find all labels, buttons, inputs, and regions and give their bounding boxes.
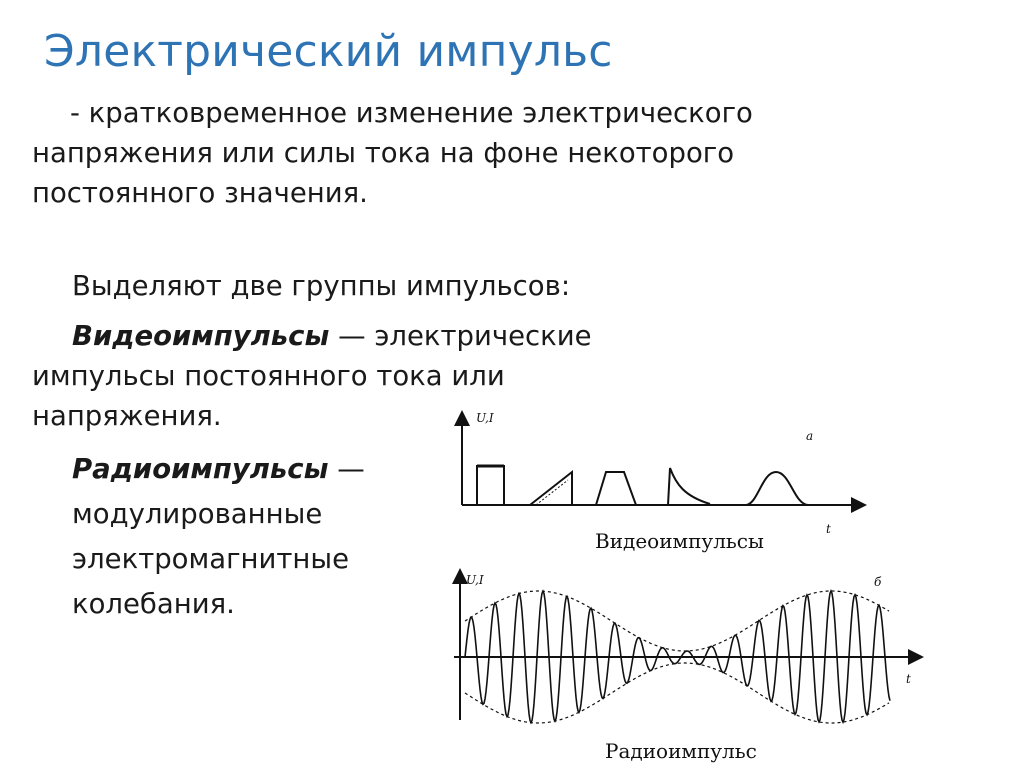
- groups-intro: Выделяют две группы импульсов:: [72, 270, 571, 302]
- video-pulses-figure: [440, 400, 880, 560]
- video-term: Видеоимпульсы: [72, 320, 330, 352]
- x-axis-label: t: [826, 522, 831, 536]
- radio-figure-caption: Радиоимпульс: [605, 739, 757, 763]
- video-line-2: импульсы постоянного тока или: [32, 360, 505, 392]
- panel-label: б: [874, 575, 882, 589]
- video-line-1: [32, 316, 592, 356]
- radio-term: Радиоимпульсы: [72, 453, 329, 485]
- exponential-pulse: [668, 468, 710, 505]
- radio-pulse-definition: [72, 447, 365, 627]
- definition-line-3: постоянного значения.: [32, 177, 368, 209]
- x-axis-label: t: [906, 672, 911, 686]
- video-line-3: напряжения.: [32, 400, 222, 432]
- slide-title: Электрический импульс: [44, 26, 613, 77]
- bell-pulse: [746, 472, 808, 505]
- video-line-1-rest: — электрические: [329, 320, 592, 352]
- y-axis-label: U,I: [476, 411, 494, 425]
- sawtooth-pulse: [530, 472, 572, 505]
- radio-line-2: модулированные: [72, 498, 323, 530]
- video-figure-caption: Видеоимпульсы: [595, 529, 764, 553]
- definition-line-2: напряжения или силы тока на фоне некоторого: [32, 137, 735, 169]
- trapezoid-pulse: [596, 472, 636, 505]
- rectangular-pulse: [477, 466, 504, 505]
- panel-label: a: [806, 429, 814, 443]
- radio-line-4: колебания.: [72, 588, 235, 620]
- y-axis-label: U,I: [466, 573, 484, 587]
- radio-pulse-figure: [440, 560, 930, 767]
- definition-paragraph: [32, 93, 753, 213]
- definition-line-1: - кратковременное изменение электрического: [70, 97, 753, 129]
- radio-line-1-rest: —: [328, 453, 365, 485]
- radio-line-3: электромагнитные: [72, 543, 350, 575]
- radio-line-1: [72, 447, 365, 492]
